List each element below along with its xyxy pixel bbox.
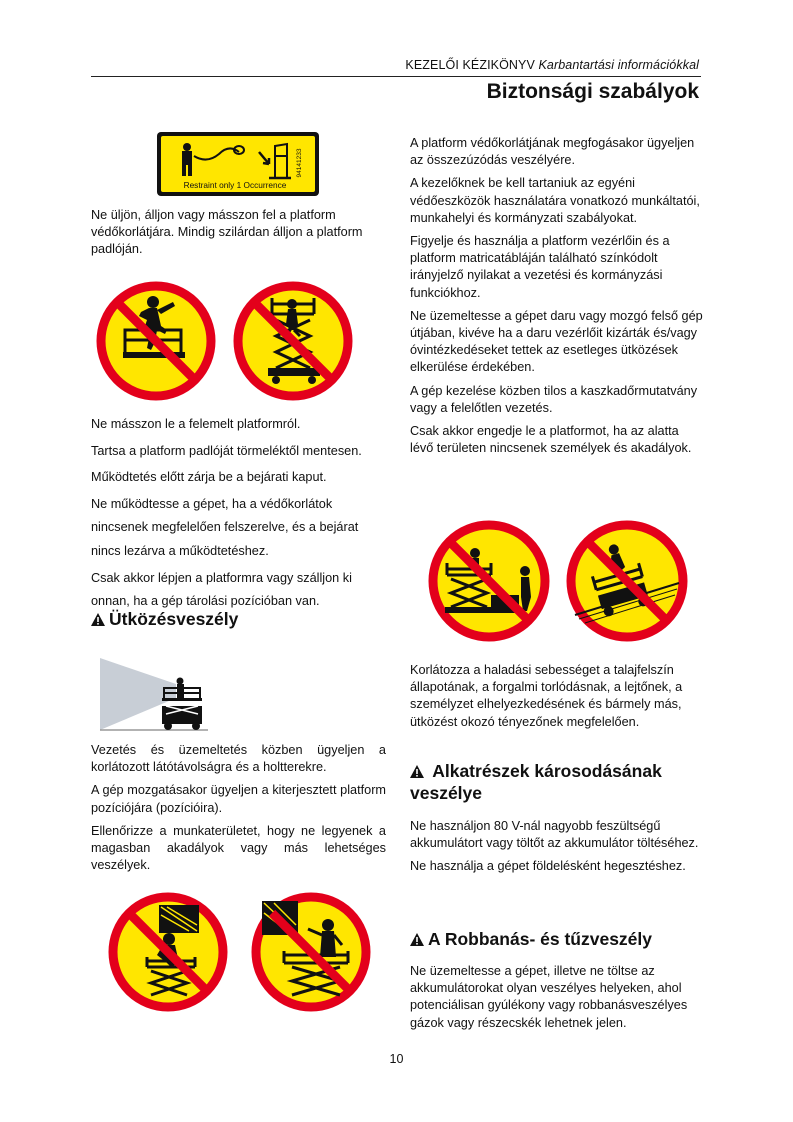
blind-spot-illustration (100, 656, 210, 732)
warning-icon (410, 933, 424, 946)
running-header (405, 58, 699, 72)
sign-overhead-collision (107, 891, 229, 1013)
restraint-decal (157, 132, 319, 196)
paragraph-pinch: A platform védőkorlátjának megfogásakor ügyeljen az összezúzódás veszélyére. (410, 136, 695, 168)
paragraph-visibility: Vezetés és üzemeltetés közben ügyeljen a korlátozott látótávolságra és a holtterekre. (91, 743, 386, 775)
paragraph-lower: Csak akkor engedje le a platformot, ha az alatta lévő területen nincsenek személyek és akadályok. (410, 424, 692, 456)
decal-code: 94141233 (296, 148, 303, 178)
paragraph-moving: A gép mozgatásakor ügyeljen a kiterjesztett platform pozíciójára (pozícióira). (91, 783, 386, 815)
decal-caption: Restraint only 1 Occurrence (183, 180, 287, 190)
paragraph-keep-clean: Tartsa a platform padlóját törmeléktől mentesen. (91, 443, 362, 458)
paragraph-rails: Ne működtesse a gépet, ha a védőkorlátok nincsenek megfelelően felszerelve, és a bejárat nincs lezárva a működtetéshez. (91, 496, 359, 558)
paragraph-no-climb-down: Ne másszon le a felemelt platformról. (91, 417, 301, 431)
manual-subtitle: Karbantartási információkkal (538, 58, 699, 72)
paragraph-speed: Korlátozza a haladási sebességet a talajfelszín állapotának, a forgalmi torlódásnak, a lejtőnek, a személyzet elhelyezkedésének és bármely más, ütközést okozó tényezőnek megfelelően. (410, 663, 683, 729)
paragraph-arrows: Figyelje és használja a platform vezérlőin és a platform matricatábláján található színkódolt irányjelző nyilakat a vezetési és kormányzási funkciókhoz. (410, 234, 670, 300)
paragraph-check-area: Ellenőrizze a munkaterületet, hogy ne legyenek a magasban akadályok vagy más lehetséges veszélyek. (91, 823, 386, 873)
page-title: Biztonsági szabályok (486, 80, 699, 103)
heading-component-damage: Alkatrészek károsodásának veszélye (410, 761, 662, 803)
paragraph-close-gate: Működtetés előtt zárja be a bejárati kaput. (91, 470, 327, 485)
paragraph-stunt: A gép kezelése közben tilos a kaszkadőrmutatvány vagy a felelőtlen vezetés. (410, 383, 698, 415)
sign-slope-driving (565, 519, 689, 643)
sign-overhead-hazard (250, 891, 372, 1013)
heading-explosion: A Robbanás- és tűzveszély (410, 928, 705, 950)
header-rule (91, 76, 701, 77)
page-number: 10 (389, 1052, 404, 1066)
warning-icon (410, 765, 424, 778)
paragraph-crane: Ne üzemeltesse a gépet daru vagy mozgó felső gép útjában, kivéve ha a daru vezérlőit kizárták és/vagy óvintézkedéseket tettek az esetleges ütközések elkerülése érdekében. (410, 308, 703, 375)
manual-name: KEZELŐI KÉZIKÖNYV (405, 58, 535, 72)
paragraph-dont-sit: Ne üljön, álljon vagy másszon fel a platform védőkorlátjára. Mindig szilárdan álljon a platform padlóján. (91, 208, 363, 257)
paragraph-ppe: A kezelőknek be kell tartaniuk az egyéni védőeszközök használatára vonatkozó munkáltatói, munkahelyi és kormányzati szabályokat. (410, 176, 700, 225)
paragraph-explosion: Ne üzemeltesse a gépet, illetve ne töltse az akkumulátorokat olyan veszélyes helyeken, ahol potenciálisan gyúlékony vagy robbanásveszélyes gázok vagy részecskék lehetnek jelen. (410, 964, 688, 1030)
paragraph-voltage: Ne használjon 80 V-nál nagyobb feszültségű akkumulátort vagy töltőt az akkumulátor töltéséhez. (410, 819, 699, 851)
paragraph-welding: Ne használja a gépet földelésként hegesztéshez. (410, 859, 686, 874)
sign-no-standing-on-rails (95, 280, 217, 402)
warning-icon (91, 613, 105, 626)
sign-no-climbing-scissor (232, 280, 354, 402)
heading-collision: Ütközésveszély (91, 608, 238, 630)
paragraph-enter-platform: Csak akkor lépjen a platformra vagy szálljon ki onnan, ha a gép tárolási pozícióban van. (91, 570, 352, 609)
sign-lowering-onto-person (427, 519, 551, 643)
